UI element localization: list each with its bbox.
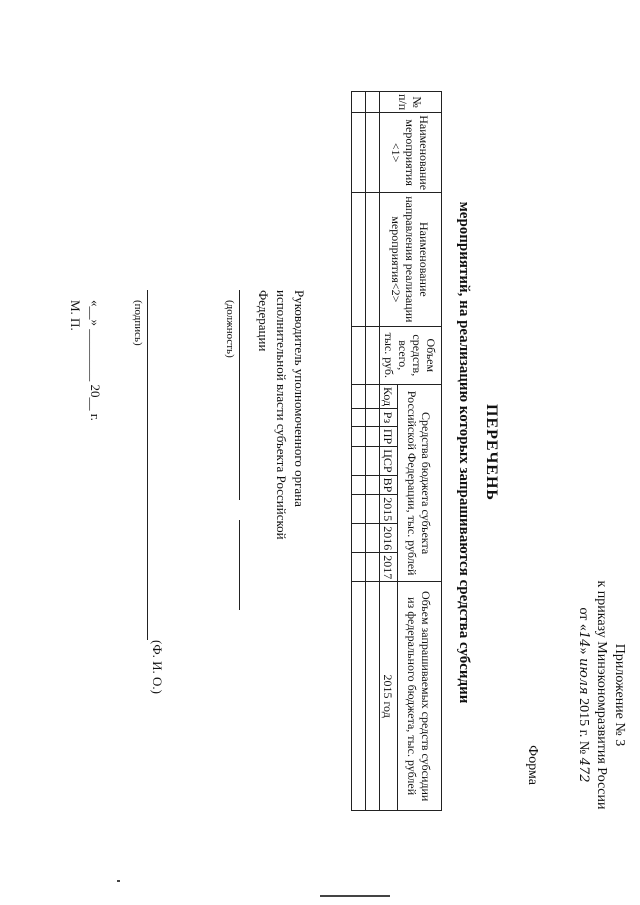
order-number: 472 [576, 757, 591, 783]
subheader-cell: 2016 [380, 524, 398, 553]
signer-title-line3: Федерации [256, 290, 271, 352]
table-row [352, 92, 366, 811]
fio-label: (Ф. И. О.) [150, 640, 165, 694]
scan-dot [117, 880, 120, 882]
sign-label: (подпись) [132, 300, 144, 346]
order-month: июля [576, 657, 591, 695]
subheader-cell: ПР [380, 426, 398, 446]
appendix-header [574, 545, 628, 845]
date-line: «__» ________ 20__ г. [88, 300, 103, 421]
stamp-label: М. П. [68, 300, 83, 331]
table-header-row [398, 92, 442, 811]
scan-edge-mark [320, 895, 390, 897]
subheader-cell: 2015 [380, 495, 398, 524]
form-label: Форма [525, 745, 540, 785]
table-row [366, 92, 380, 811]
header-direction: Наименование направления реализации мероприятия<2> [380, 193, 442, 327]
signer-title-line2: исполнительной власти субъекта Российской [274, 290, 289, 540]
position-label: (должность) [224, 300, 236, 358]
header-federal-group: Объем запрашиваемых средств субсидии из федерального бюджета, тыс. рублей [398, 582, 442, 811]
signer-title-line1: Руководитель уполномоченного органа [292, 290, 307, 507]
subheader-cell: ЦСР [380, 447, 398, 475]
header-name: Наименование мероприятия <1> [380, 113, 442, 193]
order-date-line: от «14» июля 2015 г. № 472 [576, 607, 591, 783]
header-num: № п/п [380, 92, 442, 113]
subheader-cell: Рз [380, 409, 398, 427]
header-volume: Объем средств, всего, тыс. руб. [380, 326, 442, 384]
appendix-number: Приложение № 3 [612, 643, 627, 747]
header-budget-group: Средства бюджета субъекта Российской Федерации, тыс. рублей [398, 384, 442, 581]
subheader-cell: ВР [380, 475, 398, 495]
subheader-federal-year: 2015 год [380, 582, 398, 811]
subheader-cell: Код [380, 384, 398, 408]
position-line-right [239, 520, 240, 610]
document-title: ПЕРЕЧЕНЬ [483, 404, 500, 501]
document-subtitle: мероприятий, на реализацию которых запрашиваются средства субсидии [456, 201, 472, 704]
subheader-cell: 2017 [380, 553, 398, 582]
position-line [239, 290, 240, 500]
fio-line [147, 440, 148, 640]
order-day: 14 [576, 630, 591, 648]
sign-line [147, 290, 148, 440]
order-reference: к приказу Минэкономразвития России [594, 580, 609, 810]
measures-table [351, 91, 442, 811]
signature-block [254, 290, 308, 602]
